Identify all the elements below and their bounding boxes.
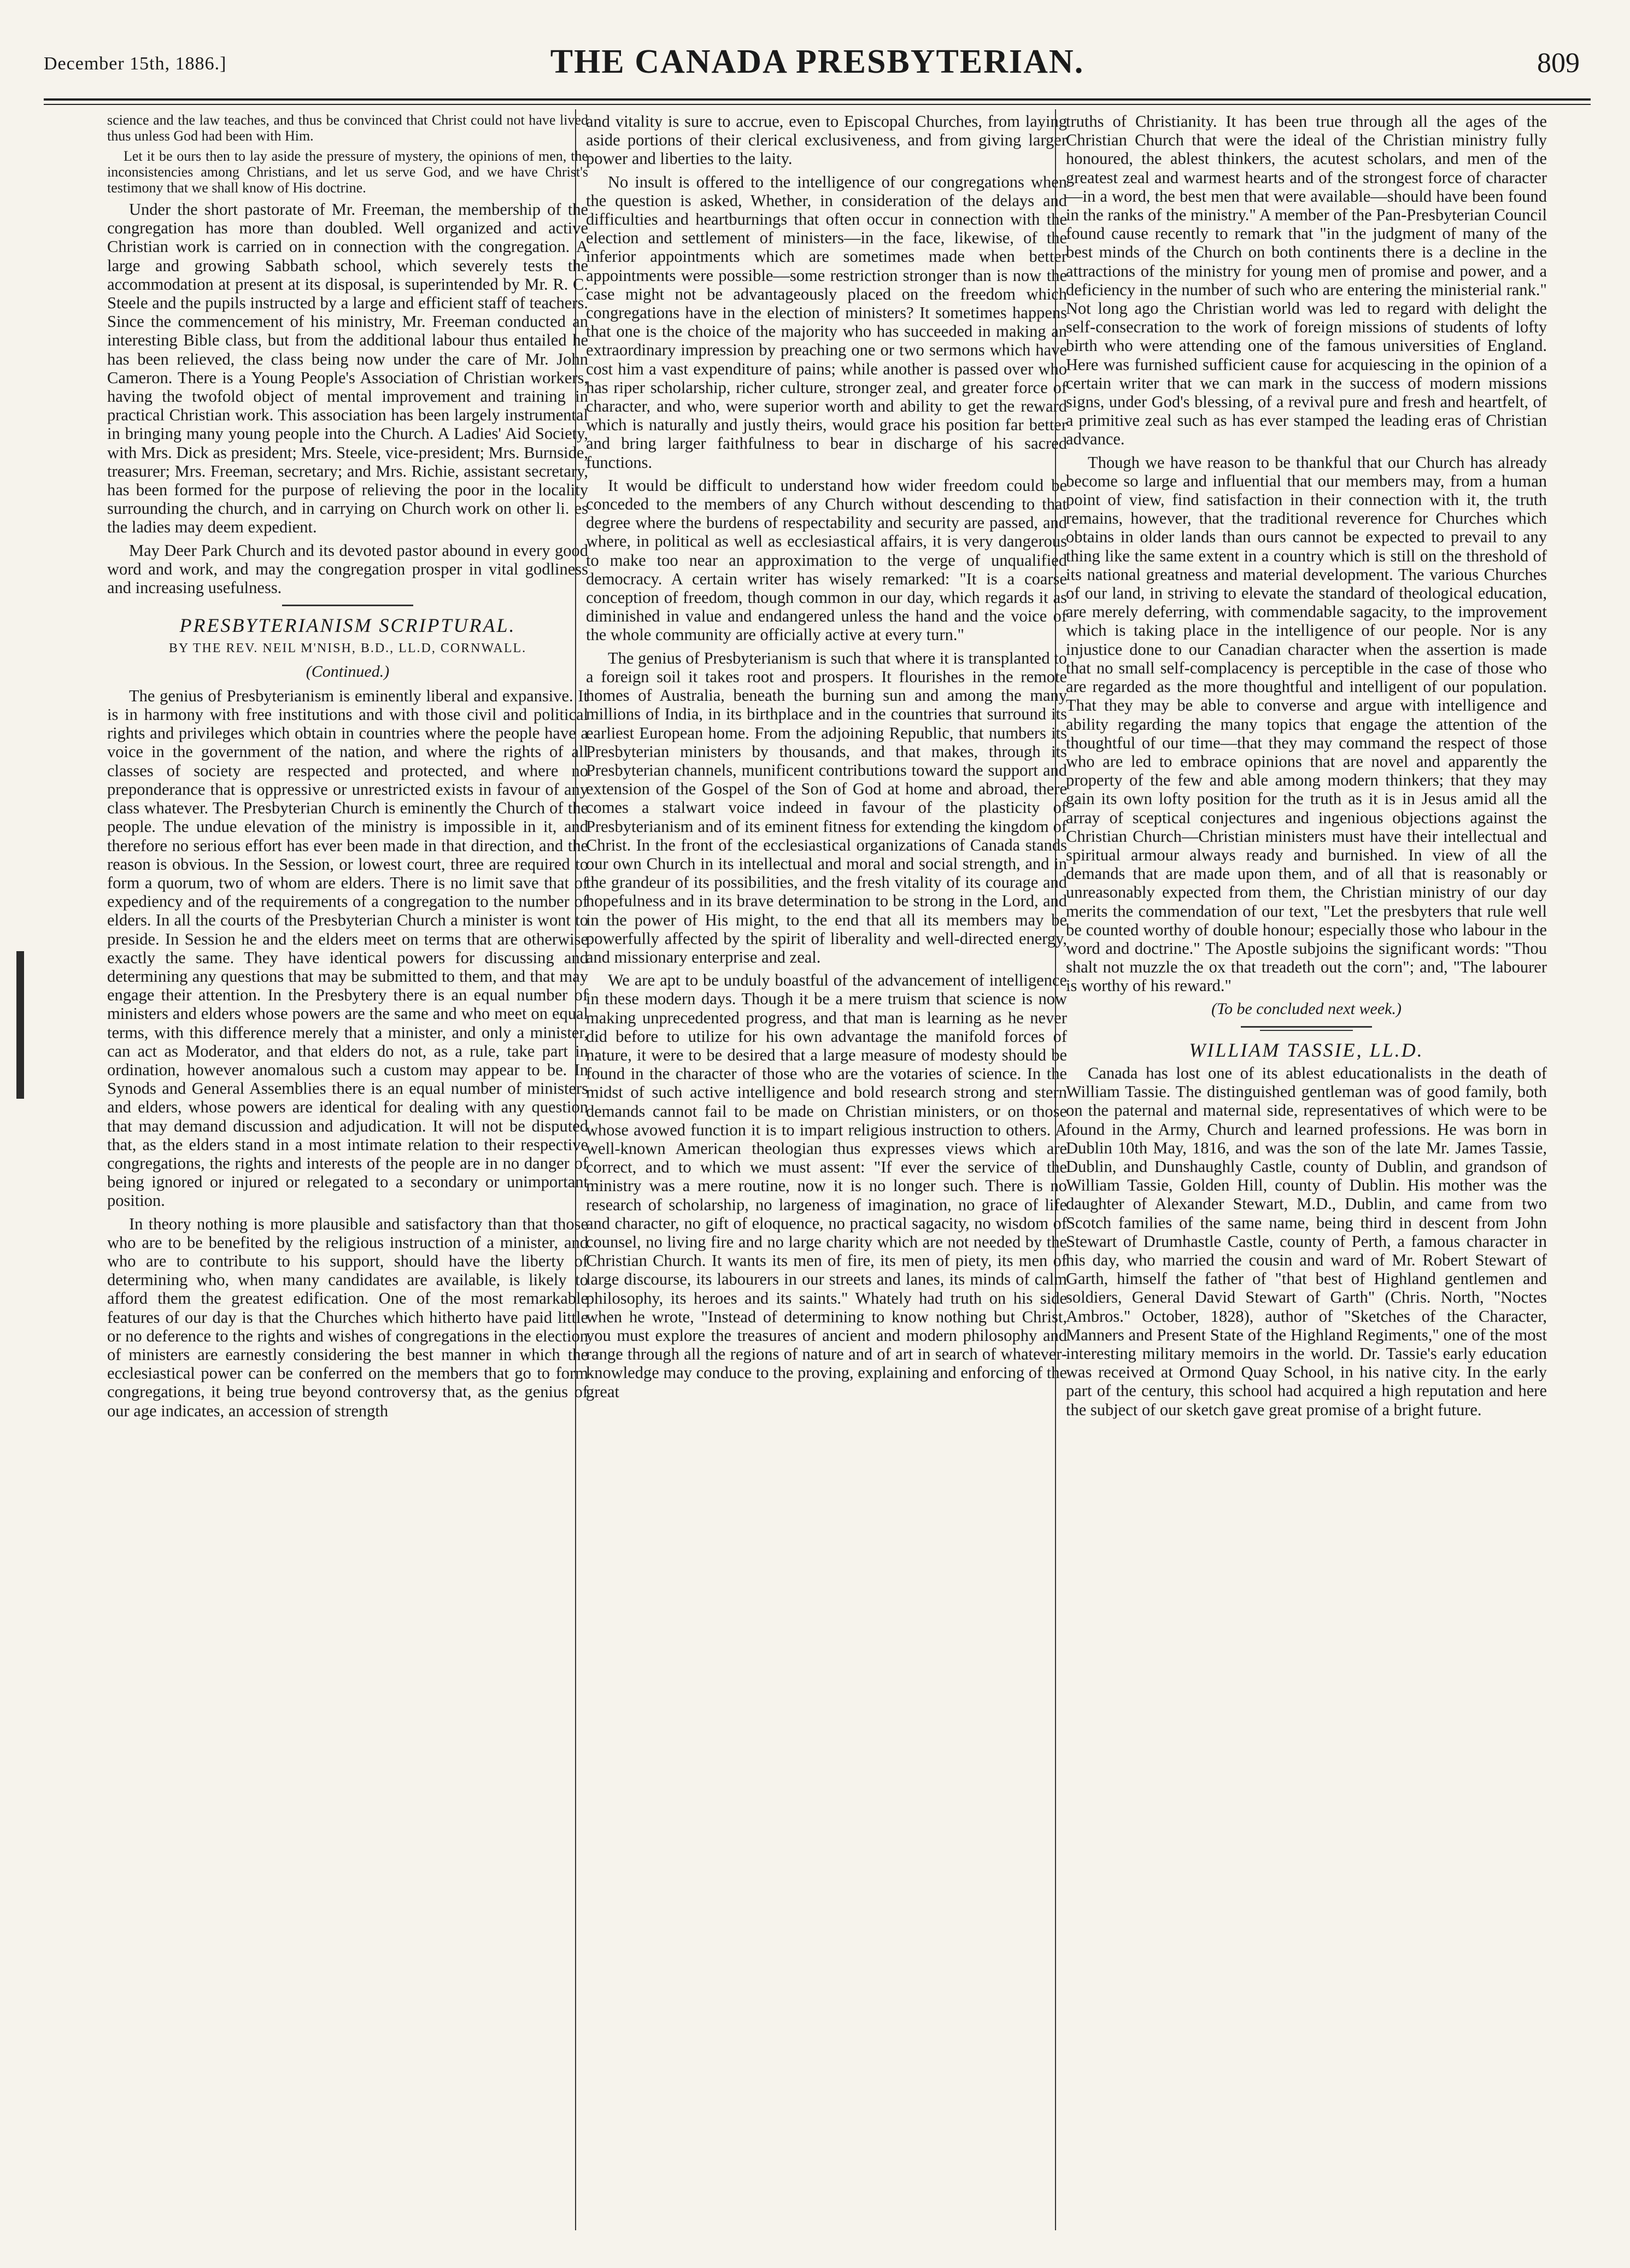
newspaper-title: THE CANADA PRESBYTERIAN.: [550, 43, 1084, 80]
quote-paragraph: Let it be ours then to lay aside the pressure of mystery, the opinions of men, the inconsistencies among Christians, and let us serve God, and we have Christ's testimony that we shall know of His doctrine.: [107, 148, 588, 196]
paragraph: We are apt to be unduly boastful of the advancement of intelligence in these modern days. Though it be a mere truism that science is now making unprecedented progress, and that man is learning as he never did before to utilize for his own advantage the manifold forces of nature, it were to be desired that a large measure of modesty should be found in the character of those who are the votaries of science. In the midst of such active intelligence and bold research strong and stern demands cannot fail to be made on Christian ministers, or on those whose avowed function it is to impart religious instruction to others. A well-known American theologian thus expresses views which are correct, and to which we must assent: "If ever the service of the ministry was a mere routine, now it is no longer such. There is no research of scholarship, no largeness of imagination, no grace of life and character, no gift of eloquence, no practical sagacity, no wisdom of counsel, no living fire and no large charity which are not needed by the Christian Church. It wants its men of fire, its men of piety, its men of large discourse, its labourers in our streets and lanes, its minds of calm philosophy, its heroes and its saints." Whately had truth on his side when he wrote, "Instead of determining to know nothing but Christ, you must explore the treasures of ancient and modern philosophy and range through all the regions of nature and of art in search of whatever-knowledge may conduce to the proving, explaining and enforcing of the great: [586, 971, 1067, 1401]
page-number: 809: [1537, 48, 1580, 79]
masthead-rule-thin: [44, 104, 1591, 105]
section-separator-thin: [1260, 1030, 1353, 1031]
masthead-rule: [44, 98, 1591, 101]
paragraph: The genius of Presbyterianism is such that where it is transplanted to a foreign soil it takes root and prospers. It flourishes in the remote homes of Australia, beneath the burning sun and among the many millions of India, in its birthplace and in the countries that surround its earliest European home. From the adjoining Republic, that numbers its Presbyterian ministers by thousands, and that makes, through its Presbyterian channels, munificent contributions toward the support and extension of the Gospel of the Son of God at home and abroad, there comes a stalwart voice indeed in favour of the plasticity of Presbyterianism and of its eminent fitness for extending the kingdom of Christ. In the front of the ecclesiastical organizations of Canada stands our own Church in its intellectual and moral and social strength, and in the grandeur of its possibilities, and the fresh vitality of its courage and hopefulness and in its brave determination to be strong in the Lord, and in the power of His might, to the end that all its members may be powerfully affected by the spirit of liberality and well-directed energy, and missionary enterprise and zeal.: [586, 648, 1067, 966]
margin-mark: [16, 951, 24, 1099]
column-1: [107, 112, 588, 2228]
section-separator: [282, 605, 413, 606]
paragraph: No insult is offered to the intelligence of our congregations when the question is asked, Whether, in consideration of the delays and difficulties and heartburnings that often occur in connection with the election and settlement of ministers—in the face, likewise, of the inferior appointments which are sometimes made when better appointments were possible—some restriction stronger than is now the case might not be advantageously placed on the freedom which congregations have in the election of ministers? It sometimes happens that one is the choice of the majority who has succeeded in making an extraordinary impression by preaching one or two sermons which have cost him a vast expenditure of pains; while another is passed over who has riper scholarship, richer culture, stronger zeal, and greater force of character, and who, were superior worth and ability to get the reward which is naturally and justly theirs, would grace his position far better and bring larger faithfulness to bear in discharge of his sacred functions.: [586, 172, 1067, 472]
continued-note: (Continued.): [306, 662, 390, 681]
paragraph: In theory nothing is more plausible and satisfactory than that those who are to be benefited by the religious instruction of a minister, and who are to contribute to his support, should have the liberty of determining who, when many candidates are available, is likely to afford them the greatest edification. One of the most remarkable features of our day is that the Churches which hitherto have paid little or no deference to the rights and wishes of congregations in the election of ministers are earnestly considering the best manner in which the ecclesiastical power can be conferred on the members that go to form congregations, it being true beyond controversy that, as the genius of our age indicates, an accession of strength: [107, 1214, 588, 1420]
paragraph: It would be difficult to understand how wider freedom could be conceded to the members of any Church without descending to that degree where the burdens of respectability and security are passed, and where, in political as well as ecclesiastical affairs, it is very dangerous to make too near an approximation to the verge of unqualified democracy. A certain writer has wisely remarked: "It is a coarse conception of freedom, though common in our day, which regards it as diminished in value and endangered unless the hand and the voice of the whole community are officially active at every turn.": [586, 476, 1067, 644]
masthead: [44, 38, 1591, 98]
article-heading: WILLIAM TASSIE, LL.D.: [1189, 1039, 1424, 1061]
paragraph: Though we have reason to be thankful that our Church has already become so large and influential that our members may, from a human point of view, find satisfaction in their connection with it, the truth remains, however, that the traditional reverence for Churches which obtains in older lands than ours cannot be expected to prevail to any thing like the same extent in a country which is still on the threshold of its national greatness and material development. The various Churches of our land, in striving to elevate the standard of theological education, are merely deferring, with commendable sagacity, to the improvement which is taking place in the intelligence of our people. Nor is any injustice done to our Canadian character when the assertion is made that no small self-complacency is perceptible in the case of those who are regarded as the more thoughtful and intelligent of our population. That they may be able to converse and argue with intelligence and ability regarding the many topics that engage the attention of the thoughtful of our time—that they may command the respect of those who are led to embrace opinions that are novel and apparently the property of the few and able among modern thinkers; that they may gain its own lofty position for the truth as it is in Jesus amid all the array of sceptical conjectures and ingenious objections against the Christian Church—Christian ministers must have their intellectual and spiritual armour always ready and burnished. In view of all the demands that are made upon them, and of all that is reasonably or unreasonably expected from them, the Christian ministry of our day merits the commendation of our text, "Let the presbyters that rule well be counted worthy of double honour; especially those who labour in the word and doctrine." The Apostle subjoins the significant words: "Thou shalt not muzzle the ox that treadeth out the corn"; and, "The labourer is worthy of his reward.": [1066, 453, 1547, 995]
quote-paragraph: science and the law teaches, and thus be convinced that Christ could not have lived thus unless God had been with Him.: [107, 112, 588, 144]
paragraph: The genius of Presbyterianism is eminently liberal and expansive. It is in harmony with free institutions and with those civil and political rights and privileges which obtain in countries where the people have a voice in the government of the nation, and where the rights of all classes of society are respected and protected, and where no preponderance that is oppressive or unrestricted exists in favour of any class whatever. The Presbyterian Church is eminently the Church of the people. The undue elevation of the ministry is impossible in it, and therefore no serious effort has ever been made in that direction, and the reason is obvious. In the Session, or lowest court, three are required to form a quorum, two of whom are elders. There is no limit save that of expediency and of the requirements of a congregation to the number of elders. In all the courts of the Presbyterian Church a minister is wont to preside. In Session he and the elders meet on terms that are otherwise exactly the same. They have identical powers for discussing and determining any questions that may be submitted to them, and that may engage their attention. In the Presbytery there is an equal number of ministers and elders whose powers are the same and who meet on equal terms, with this difference merely that a minister, and only a minister, can act as Moderator, and that elders do not, as a rule, take part in ordination, however anomalous such a custom may appear to be. In Synods and General Assemblies there is an equal number of ministers and elders, whose powers are identical for dealing with any question that may demand discussion and adjudication. It will not be disputed that, as the elders stand in a most intimate relation to their respective congregations, the rights and interests of the people are in no danger of being ignored or injured or relegated to a secondary or unimportant position.: [107, 686, 588, 1210]
paragraph: Canada has lost one of its ablest educationalists in the death of William Tassie. The distinguished gentleman was of good family, both on the paternal and maternal side, representatives of which were to be found in the Army, Church and learned professions. He was born in Dublin 10th May, 1816, and was the son of the late Mr. James Tassie, Dublin, and Dunshaughly Castle, county of Dublin, and grandson of William Tassie, Golden Hill, county of Dublin. His mother was the daughter of Alexander Stewart, M.D., Dublin, and came from two Scotch families of the same name, being third in descent from John Stewart of Drumhastle Castle, county of Perth, a famous character in his day, who married the cousin and ward of Mr. Robert Stewart of Garth, himself the father of "that best of Highland gentlemen and soldiers, General David Stewart of Garth" (Chris. North, "Noctes Ambros." October, 1828), author of "Sketches of the Character, Manners and Present State of the Highland Regiments," one of the most interesting military memoirs in the world. Dr. Tassie's early education was received at Ormond Quay School, in his native city. In the early part of the century, this school had acquired a high reputation and here the subject of our sketch gave great promise of a bright future.: [1066, 1063, 1547, 1419]
paragraph: and vitality is sure to accrue, even to Episcopal Churches, from laying aside portions of their clerical exclusiveness, and from giving larger power and liberties to the laity.: [586, 112, 1067, 168]
column-3: [1066, 112, 1547, 2228]
article-byline: BY THE REV. NEIL M'NISH, B.D., LL.D, CORNWALL.: [168, 641, 527, 656]
issue-date: December 15th, 1886.]: [44, 54, 227, 74]
paragraph: Under the short pastorate of Mr. Freeman, the membership of the congregation has more than doubled. Well organized and active Christian work is carried on in connection with the congregation. A large and growing Sabbath school, which severely tests the accommodation at present at its disposal, is superintended by Mr. R. C. Steele and the pupils instructed by a large and efficient staff of teachers. Since the commencement of his ministry, Mr. Freeman conducted an interesting Bible class, but from the additional labour thus entailed he has been relieved, the class being now under the care of Mr. John Cameron. There is a Young People's Association of Christian workers, having the twofold object of mental improvement and training in practical Christian work. This association has been largely instrumental in bringing many young people into the Church. A Ladies' Aid Society, with Mrs. Dick as president; Mrs. Steele, vice-president; Mrs. Burnside, treasurer; Mrs. Freeman, secretary; and Mrs. Richie, assistant secretary, has been formed for the purpose of relieving the poor in the locality surrounding the church, and in carrying on Church work on other li. es the ladies may deem expedient.: [107, 200, 588, 537]
column-2: [586, 112, 1067, 2228]
paragraph: May Deer Park Church and its devoted pastor abound in every good word and work, and may the congregation prosper in vital godliness and increasing usefulness.: [107, 541, 588, 597]
article-heading: PRESBYTERIANISM SCRIPTURAL.: [179, 614, 516, 637]
section-separator: [1241, 1026, 1372, 1028]
paragraph: truths of Christianity. It has been true through all the ages of the Christian Church that were the ideal of the Christian ministry fully honoured, the ablest thinkers, the acutest scholars, and men of the greatest zeal and warmest hearts and of the strongest force of character—in a word, the best men that were available—should have been found in the ranks of the ministry." A member of the Pan-Presbyterian Council found cause recently to remark that "in the judgment of many of the best minds of the Church on both continents there is a decline in the attractions of the ministry for young men of promise and power, and a deficiency in the number of such who are entering the ministerial rank." Not long ago the Christian world was led to regard with delight the self-consecration to the work of foreign missions of students of lofty birth who were attending one of the famous universities of England. Here was furnished sufficient cause for acquiescing in the opinion of a certain writer that we can mark in the success of modern missions signs, under God's blessing, of a revival pure and fresh and heartfelt, of a primitive zeal such as has ever stamped the leading eras of Christian advance.: [1066, 112, 1547, 449]
to-be-concluded-note: (To be concluded next week.): [1211, 999, 1402, 1018]
